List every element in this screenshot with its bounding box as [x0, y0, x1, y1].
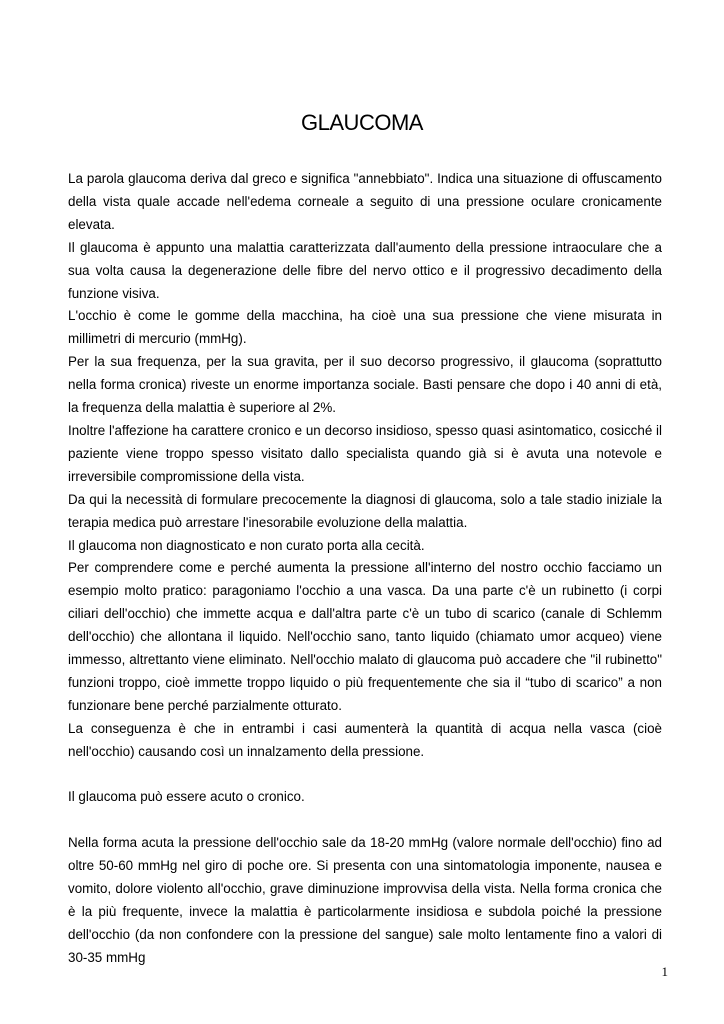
paragraph-pressure-analogy: L'occhio è come le gomme della macchina, ha cioè una sua pressione che viene misurata in millimetri di mercurio (mmHg). — [68, 308, 662, 347]
paragraph-acute-form: Nella forma acuta la pressione dell'occhio sale da 18-20 mmHg (valore normale dell'occhio) fino ad oltre 50-60 mmHg nel giro di poche ore. Si presenta con una sintomatologia imponente, nausea e vomito, dolore violento all'occhio, grave diminuzione improvvisa della vista. Nella forma cronica che è la più frequente, invece la malattia è particolarmente insidiosa e subdola poiché la pressione dell'occhio (da non confondere con la pressione del sangue) sale molto lentamente fino a valori di 30-35 mmHg — [68, 835, 662, 965]
paragraph-bathtub-example: Per comprendere come e perché aumenta la pressione all'interno del nostro occhio facciamo un esempio molto pratico: paragoniamo l'occhio a una vasca. Da una parte c'è un rubinetto (i corpi ciliari dell'occhio) che immette acqua e dall'altra parte c'è un tubo di scarico (canale di Schlemm dell'occhio) che allontana il liquido. Nell'occhio sano, tanto liquido (chiamato umor acqueo) viene immesso, altrettanto viene eliminato. Nell'occhio malato di glaucoma può accadere che "il rubinetto" funzioni troppo, cioè immette troppo liquido o più frequentemente che sia il “tubo di scarico” a non funzionare bene perché parzialmente otturato. — [68, 560, 662, 713]
paragraph-early-diagnosis: Da qui la necessità di formulare precocemente la diagnosi di glaucoma, solo a tale stadio iniziale la terapia medica può arrestare l'inesorabile evoluzione della malattia. — [68, 491, 662, 530]
paragraph-intro: La parola glaucoma deriva dal greco e significa "annebbiato". Indica una situazione di offuscamento della vista quale accade nell'edema corneale a seguito di una pressione oculare cronicamente elevata. — [68, 171, 662, 232]
document-body — [68, 168, 662, 970]
page-title: GLAUCOMA — [301, 110, 423, 135]
paragraph-blindness: Il glaucoma non diagnosticato e non curato porta alla cecità. — [68, 537, 425, 553]
page-number: 1 — [661, 964, 668, 979]
paragraph-frequency: Per la sua frequenza, per la sua gravita, per il suo decorso progressivo, il glaucoma (soprattutto nella forma cronica) riveste un enorme importanza sociale. Basti pensare che dopo i 40 anni di età, la frequenza della malattia è superiore al 2%. — [68, 354, 662, 416]
paragraph-chronic-course: Inoltre l'affezione ha carattere cronico e un decorso insidioso, spesso quasi asintomatico, cosicché il paziente viene troppo spesso visitato dallo specialista quando già si è avuta una notevole e irreversibile compromissione della vista. — [68, 422, 662, 484]
paragraph-consequence: La conseguenza è che in entrambi i casi aumenterà la quantità di acqua nella vasca (cioè nell'occhio) causando così un innalzamento della pressione. — [68, 720, 662, 759]
paragraph-definition: Il glaucoma è appunto una malattia caratterizzata dall'aumento della pressione intraoculare che a sua volta causa la degenerazione delle fibre del nervo ottico e il progressivo decadimento della funzione visiva. — [68, 239, 662, 301]
paragraph-acute-or-chronic: Il glaucoma può essere acuto o cronico. — [68, 789, 305, 805]
